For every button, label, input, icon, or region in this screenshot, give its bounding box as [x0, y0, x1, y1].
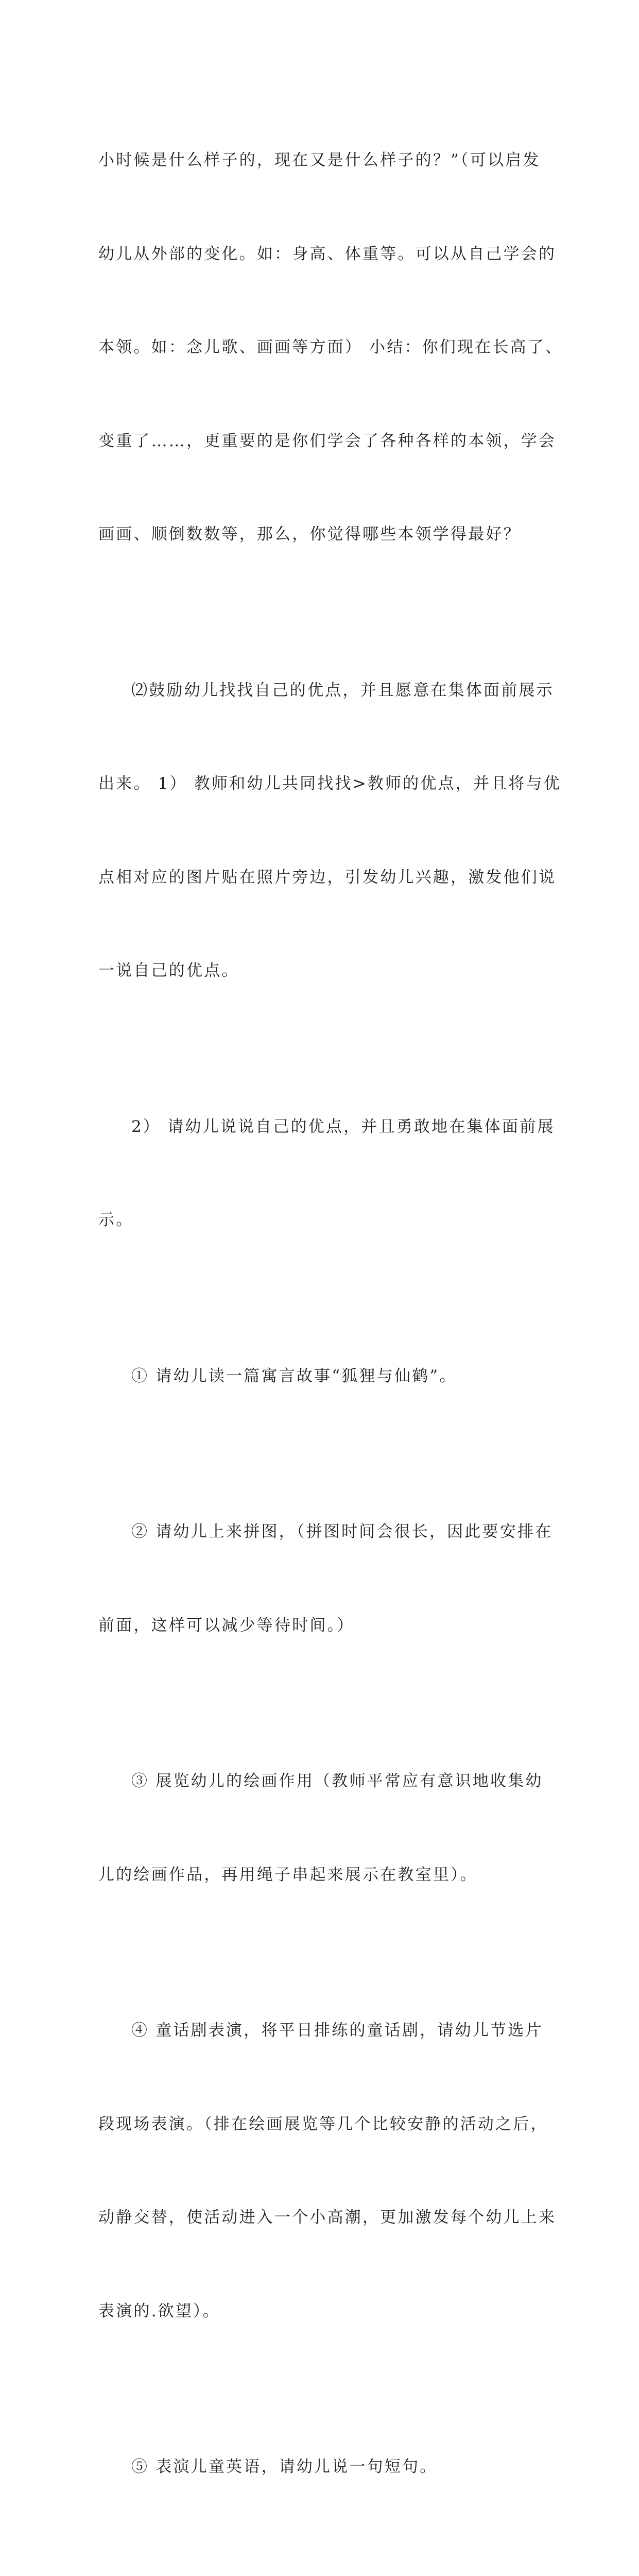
paragraph-1 — [98, 82, 547, 613]
text-line: 一说自己的优点。 — [98, 955, 547, 987]
paragraph-7 — [98, 1953, 547, 2389]
paragraph-8 — [98, 2389, 547, 2545]
paragraph-2 — [98, 613, 547, 1049]
document-body — [98, 82, 547, 2576]
text-line: 2） 请幼儿说说自己的优点，并且勇敢地在集体面前展 — [98, 1111, 547, 1143]
text-line: ⑵鼓励幼儿找找自己的优点，并且愿意在集体面前展示 — [98, 675, 547, 706]
text-line: 儿的绘画作品，再用绳子串起来展示在教室里）。 — [98, 1859, 547, 1891]
text-line: ① 请幼儿读一篇寓言故事“狐狸与仙鹤”。 — [98, 1361, 547, 1392]
text-line: 前面，这样可以减少等待时间。） — [98, 1610, 547, 1641]
text-line: 出来。 1） 教师和幼儿共同找找>教师的优点，并且将与优 — [98, 768, 547, 800]
text-line: 变重了……，更重要的是你们学会了各种各样的本领，学会 — [98, 426, 547, 457]
text-line: 表演的.欲望）。 — [98, 2296, 547, 2327]
text-line: ④ 童话剧表演，将平日排练的童话剧，请幼儿节选片 — [98, 2015, 547, 2046]
text-line: 小时候是什么样子的，现在又是什么样子的？”（可以启发 — [98, 145, 547, 176]
paragraph-9 — [98, 2545, 547, 2576]
paragraph-4 — [98, 1298, 547, 1454]
text-line: ⑤ 表演儿童英语，请幼儿说一句短句。 — [98, 2451, 547, 2483]
text-line: 本领。如：念儿歌、画画等方面） 小结：你们现在长高了、 — [98, 332, 547, 363]
text-line: 画画、顺倒数数等，那么，你觉得哪些本领学得最好？ — [98, 519, 547, 550]
text-line: 段现场表演。（排在绘画展览等几个比较安静的活动之后， — [98, 2109, 547, 2140]
document-page — [0, 0, 639, 904]
text-line: 示。 — [98, 1205, 547, 1236]
text-line: 点相对应的图片贴在照片旁边，引发幼儿兴趣，激发他们说 — [98, 862, 547, 893]
text-line: 动静交替，使活动进入一个小高潮，更加激发每个幼儿上来 — [98, 2202, 547, 2233]
paragraph-3 — [98, 1049, 547, 1298]
text-line: 幼儿从外部的变化。如：身高、体重等。可以从自己学会的 — [98, 239, 547, 270]
paragraph-6 — [98, 1703, 547, 1953]
paragraph-5 — [98, 1454, 547, 1703]
text-line: ② 请幼儿上来拼图，（拼图时间会很长，因此要安排在 — [98, 1516, 547, 1548]
text-line: ③ 展览幼儿的绘画作用（教师平常应有意识地收集幼 — [98, 1766, 547, 1797]
